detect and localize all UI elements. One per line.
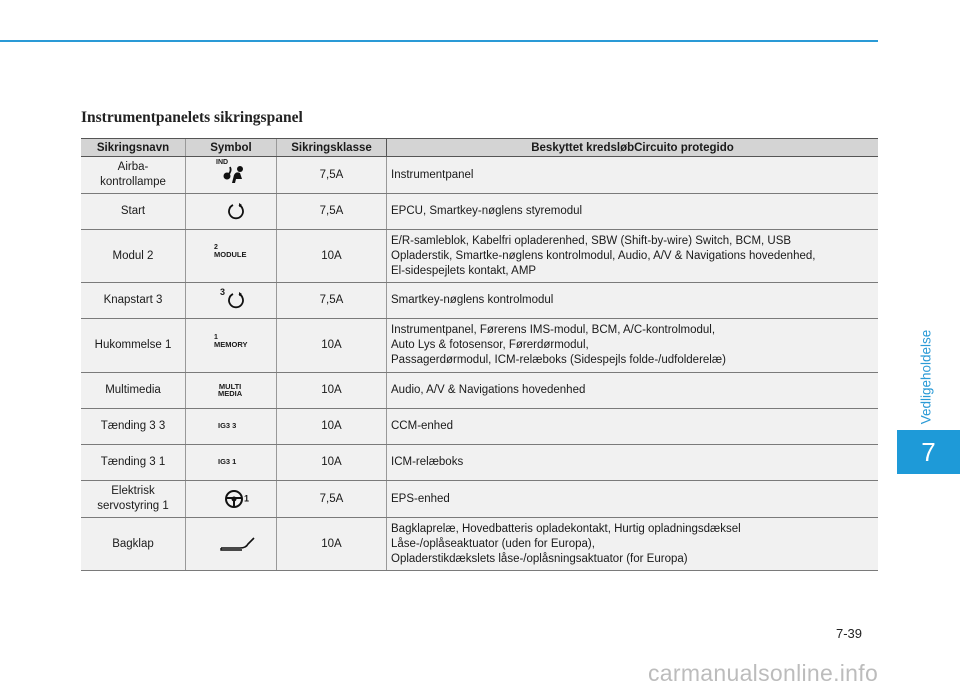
chapter-side-label [916, 327, 936, 427]
start-button-icon [190, 286, 246, 311]
fuse-name: Tænding 3 3 [81, 409, 186, 445]
header-rating: Sikringsklasse [277, 139, 387, 157]
header-symbol: Symbol [186, 139, 277, 157]
table-row [81, 157, 878, 194]
airbag-icon-label: IND [216, 159, 229, 166]
steering-wheel-icon [190, 489, 249, 509]
fuse-rating: 10A [277, 373, 387, 409]
module-icon-number: 2 [214, 244, 218, 252]
section-title: Instrumentpanelets sikringspanel [81, 109, 303, 126]
table-row [81, 409, 878, 445]
memory-icon-number: 1 [214, 333, 218, 341]
ig3-text-icon [218, 422, 236, 430]
table-row [81, 481, 878, 518]
fuse-name: Multimedia [81, 373, 186, 409]
fuse-circuit: Audio, A/V & Navigations hovedenhed [387, 373, 879, 409]
tailgate-icon [190, 536, 256, 552]
watermark: carmanualsonline.info [648, 660, 879, 686]
header-name: Sikringsnavn [81, 139, 186, 157]
fuse-name: Start [81, 194, 186, 230]
table-row [81, 445, 878, 481]
chapter-side-label-text: Vedligeholdelse [918, 329, 934, 425]
fuse-circuit: ICM-relæboks [387, 445, 879, 481]
table-row [81, 230, 878, 283]
fuse-name: Modul 2 [81, 230, 186, 283]
multimedia-icon-text: MULTI MEDIA [218, 381, 243, 399]
ig3-icon-text: IG3 1 [218, 456, 237, 466]
multimedia-text-icon [218, 383, 242, 399]
fuse-circuit: EPS-enhed [387, 481, 879, 518]
table-header-row [81, 139, 878, 157]
start-button-icon-number: 3 [220, 286, 226, 297]
table-row [81, 373, 878, 409]
fuse-circuit: Smartkey-nøglens kontrolmodul [387, 283, 879, 319]
fuse-rating: 7,5A [277, 481, 387, 518]
ig3-text-icon [218, 458, 236, 466]
fuse-rating: 10A [277, 230, 387, 283]
table-row [81, 194, 878, 230]
memory-text-icon [214, 333, 248, 349]
ig3-icon-text: IG3 3 [218, 420, 237, 430]
fuse-rating: 10A [277, 518, 387, 571]
top-rule [0, 40, 878, 42]
fuse-circuit: CCM-enhed [387, 409, 879, 445]
memory-icon-text: MEMORY [214, 339, 248, 349]
fuse-circuit: Bagklaprelæ, Hovedbatteris opladekontakt, Hurtig opladningsdæksel Låse-/oplåseaktuator (uden for Europa), Opladerstikdækslets låse-/oplåsningsaktuator (for Europa) [387, 518, 879, 571]
fuse-table [81, 138, 878, 571]
module-icon-text: MODULE [214, 250, 247, 260]
fuse-circuit: Instrumentpanel [387, 157, 879, 194]
module-text-icon [214, 244, 247, 260]
steering-wheel-icon-number: 1 [244, 493, 250, 504]
fuse-name: Elektrisk servostyring 1 [81, 481, 186, 518]
chapter-number-tab: 7 [897, 430, 960, 474]
fuse-circuit: E/R-samleblok, Kabelfri opladerenhed, SBW (Shift-by-wire) Switch, BCM, USB Opladerstik, Smartke-nøglens kontrolmodul, Audio, A/V & Navigations hovedenhed, El-sidespejlets kontakt, AMP [387, 230, 879, 283]
fuse-rating: 7,5A [277, 157, 387, 194]
table-row [81, 283, 878, 319]
fuse-name: Hukommelse 1 [81, 319, 186, 373]
airbag-icon [190, 159, 248, 185]
fuse-name: Tænding 3 1 [81, 445, 186, 481]
fuse-rating: 10A [277, 409, 387, 445]
header-circuit: Beskyttet kredsløbCircuito protegido [387, 139, 879, 157]
fuse-rating: 10A [277, 445, 387, 481]
fuse-name: Knapstart 3 [81, 283, 186, 319]
fuse-circuit: EPCU, Smartkey-nøglens styremodul [387, 194, 879, 230]
fuse-rating: 7,5A [277, 283, 387, 319]
table-row [81, 319, 878, 373]
fuse-name: Bagklap [81, 518, 186, 571]
page-number: 7-39 [836, 626, 863, 641]
fuse-name: Airba- kontrollampe [81, 157, 186, 194]
fuse-rating: 10A [277, 319, 387, 373]
fuse-rating: 7,5A [277, 194, 387, 230]
table-row [81, 518, 878, 571]
start-icon [190, 202, 246, 222]
fuse-circuit: Instrumentpanel, Førerens IMS-modul, BCM, A/C-kontrolmodul, Auto Lys & fotosensor, Førerdørmodul, Passagerdørmodul, ICM-relæboks (Sidespejls folde-/udfolderelæ) [387, 319, 879, 373]
